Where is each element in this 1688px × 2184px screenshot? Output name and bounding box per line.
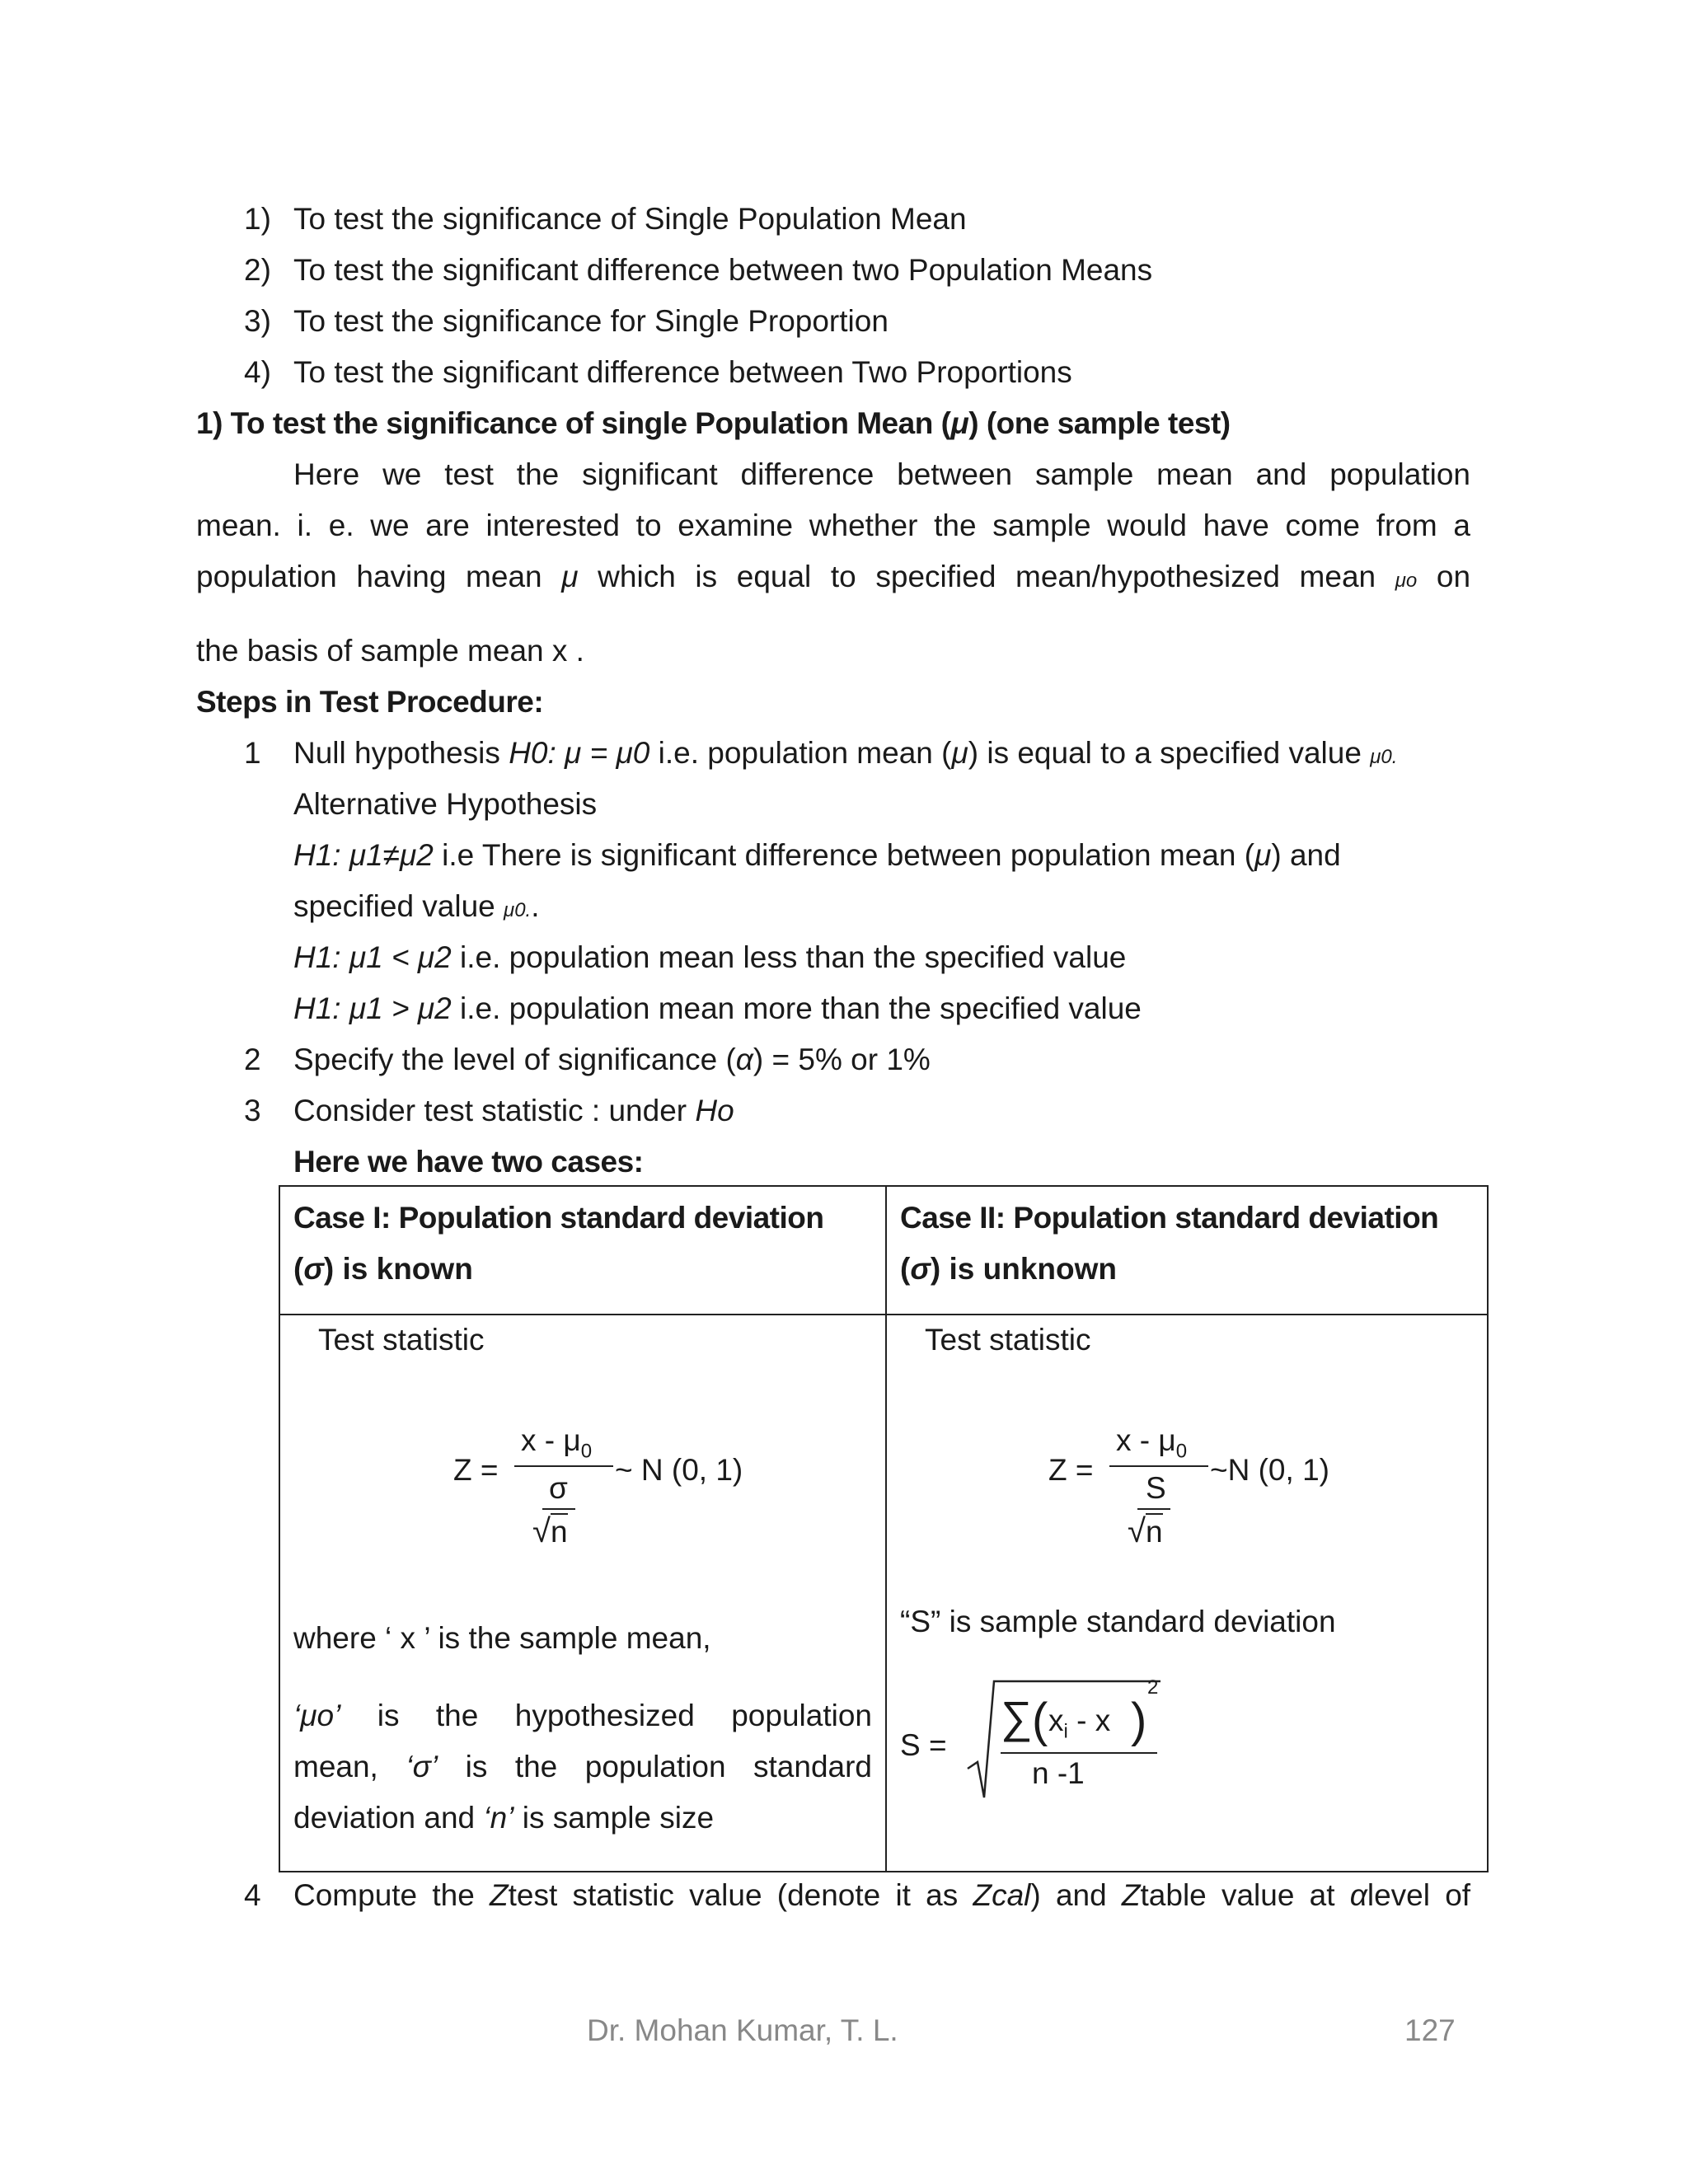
heading-text: 1) To test the significance of single Population Mean ( xyxy=(196,406,951,440)
formula-numerator xyxy=(1116,1422,1187,1469)
text: ) and xyxy=(1271,838,1341,872)
text: specified value xyxy=(293,889,495,923)
desc-line-1 xyxy=(293,1698,872,1734)
text: n xyxy=(1145,1515,1163,1549)
step-number: 4 xyxy=(244,1878,261,1912)
mu0-symbol: μo xyxy=(1395,569,1418,592)
h1-left-tailed xyxy=(293,940,1126,976)
h1-two-sided-cont xyxy=(293,888,540,929)
h0-symbol: Ho xyxy=(695,1094,734,1127)
mu-symbol: μ xyxy=(951,736,968,770)
subscript: i xyxy=(1063,1720,1068,1743)
sqrt-n xyxy=(1128,1513,1163,1550)
fraction-bar xyxy=(1001,1752,1157,1754)
formula-distribution: ~ N (0, 1) xyxy=(615,1453,743,1487)
text: is the population standard xyxy=(465,1750,873,1783)
text: Compute the xyxy=(293,1878,475,1912)
subscript: 0 xyxy=(580,1440,593,1463)
desc-line-3 xyxy=(293,1800,714,1836)
list-item xyxy=(244,201,271,237)
step-1-line xyxy=(293,735,1397,776)
list-item-text: To test the significance for Single Proportion xyxy=(293,304,889,338)
list-number: 2) xyxy=(244,253,271,287)
test-statistic-label: Test statistic xyxy=(318,1323,485,1357)
text: - x xyxy=(1067,1704,1111,1737)
text: ( xyxy=(293,1252,304,1286)
n-symbol: ‘n’ xyxy=(483,1801,514,1835)
text: population having mean xyxy=(196,560,542,593)
text: Consider test statistic : under xyxy=(293,1094,687,1127)
text: i.e. population mean less than the specified value xyxy=(460,940,1127,974)
list-item xyxy=(244,303,271,340)
subscript: 0 xyxy=(1175,1440,1188,1463)
fraction-bar xyxy=(1109,1465,1208,1467)
step-number: 3 xyxy=(244,1094,261,1127)
text: ) and xyxy=(1030,1878,1107,1912)
alpha-symbol: α xyxy=(735,1043,753,1076)
text: ) is equal to a specified value xyxy=(968,736,1362,770)
s-definition: “S” is sample standard deviation xyxy=(900,1605,1336,1638)
formula-sigma: σ xyxy=(549,1471,568,1505)
formula-z-label: Z = xyxy=(453,1453,499,1487)
case1-body-cell xyxy=(279,1315,886,1872)
h1-right-tailed xyxy=(293,991,1142,1027)
list-number: 1) xyxy=(244,202,271,236)
mu0-symbol: μ0. xyxy=(504,899,532,921)
list-item xyxy=(244,354,271,391)
z-symbol: Z xyxy=(1121,1878,1141,1912)
step-3-line xyxy=(293,1093,734,1129)
step-number: 1 xyxy=(244,736,261,770)
formula-numerator xyxy=(521,1422,592,1469)
text: x - μ xyxy=(1116,1423,1176,1457)
list-item xyxy=(244,252,271,288)
where-line: where ‘ x ’ is the sample mean, xyxy=(293,1621,711,1655)
test-statistic-label: Test statistic xyxy=(925,1323,1091,1357)
heading-text-end: ) (one sample test) xyxy=(968,406,1231,440)
list-item-text: To test the significant difference between Two Proportions xyxy=(293,355,1072,389)
formula-z-label: Z = xyxy=(1048,1453,1094,1487)
text: Null hypothesis xyxy=(293,736,500,770)
para-line-1: Here we test the significant difference between sample mean and population xyxy=(293,457,1470,491)
s-formula-denominator: n -1 xyxy=(1032,1756,1085,1790)
list-number: 3) xyxy=(244,304,271,338)
zcal-symbol: Zcal xyxy=(973,1878,1031,1912)
mu0-symbol: μ0. xyxy=(1370,746,1398,768)
formula-distribution: ~N (0, 1) xyxy=(1210,1453,1329,1487)
formula-s: S xyxy=(1146,1471,1166,1505)
text: i.e. population mean more than the specified value xyxy=(460,991,1142,1025)
text: ) = 5% or 1% xyxy=(753,1043,931,1076)
text: on xyxy=(1436,560,1471,593)
case2-title-line2 xyxy=(900,1251,1117,1287)
sigma-symbol: σ xyxy=(303,1252,324,1286)
mu-symbol: μ xyxy=(1254,838,1272,872)
text: . xyxy=(531,889,540,923)
para-line-3 xyxy=(196,559,1470,599)
text: is the hypothesized population xyxy=(377,1699,872,1732)
text: x - μ xyxy=(521,1423,581,1457)
case1-header-cell xyxy=(279,1186,886,1315)
mu-symbol: μ xyxy=(561,560,579,593)
sqrt-icon: √ xyxy=(1128,1513,1146,1549)
h1-two-sided xyxy=(293,837,1341,874)
text: ) is known xyxy=(323,1252,473,1286)
cases-table xyxy=(279,1185,1489,1872)
cases-heading: Here we have two cases: xyxy=(293,1145,644,1179)
para-line-2: mean. i. e. we are interested to examine whether the sample would have come from a xyxy=(196,509,1470,542)
text: ) is unknown xyxy=(930,1252,1117,1286)
step-4-line xyxy=(293,1877,1470,1914)
section-heading xyxy=(196,405,1231,442)
text: which is equal to specified mean/hypothesized mean xyxy=(598,560,1376,593)
sqrt-n xyxy=(532,1513,568,1550)
text: level of xyxy=(1367,1878,1471,1912)
text: mean, xyxy=(293,1750,378,1783)
case1-title-line1: Case I: Population standard deviation xyxy=(293,1201,824,1235)
s-formula-square: 2 xyxy=(1147,1676,1159,1699)
text: Specify the level of significance ( xyxy=(293,1043,736,1076)
sum-symbol: ∑ xyxy=(1001,1693,1033,1742)
text: i.e. population mean ( xyxy=(658,736,952,770)
case2-body-cell xyxy=(886,1315,1488,1872)
paren-close: ) xyxy=(1131,1694,1147,1747)
page-number: 127 xyxy=(1404,2013,1456,2047)
case2-header-cell xyxy=(886,1186,1488,1315)
text: i.e There is significant difference between population mean ( xyxy=(442,838,1255,872)
sqrt-icon: √ xyxy=(532,1513,551,1549)
s-formula-lhs: S = xyxy=(900,1728,947,1762)
case1-title-line2 xyxy=(293,1251,473,1287)
step-2-line xyxy=(293,1042,931,1078)
mu0-symbol: ‘μo’ xyxy=(293,1699,341,1732)
text: x xyxy=(1048,1704,1064,1737)
steps-heading: Steps in Test Procedure: xyxy=(196,685,544,719)
case2-title-line1: Case II: Population standard deviation xyxy=(900,1201,1439,1235)
paren-open: ( xyxy=(1032,1694,1048,1747)
text: n xyxy=(550,1515,568,1549)
desc-line-2 xyxy=(293,1749,872,1785)
mu-symbol: μ xyxy=(950,406,969,440)
z-symbol: Z xyxy=(490,1878,509,1912)
text: test statistic value (denote it as xyxy=(508,1878,959,1912)
sigma-symbol: σ xyxy=(910,1252,931,1286)
fraction-bar-small xyxy=(1137,1508,1170,1510)
text: table value at xyxy=(1140,1878,1335,1912)
list-number: 4) xyxy=(244,355,271,389)
footer-author: Dr. Mohan Kumar, T. L. xyxy=(587,2013,898,2047)
list-item-text: To test the significant difference between two Population Means xyxy=(293,253,1153,287)
h0-symbol: H0: μ = μ0 xyxy=(509,736,650,770)
text: deviation and xyxy=(293,1801,476,1835)
text: is sample size xyxy=(522,1801,715,1835)
fraction-bar xyxy=(514,1465,613,1467)
fraction-bar-small xyxy=(542,1508,575,1510)
s-formula-xi xyxy=(1048,1703,1110,1750)
h1-symbol: H1: μ1 < μ2 xyxy=(293,940,452,974)
sigma-symbol: ‘σ’ xyxy=(406,1750,438,1783)
alt-hypothesis-label: Alternative Hypothesis xyxy=(293,787,598,821)
para-line-4: the basis of sample mean x . xyxy=(196,634,584,668)
list-item-text: To test the significance of Single Population Mean xyxy=(293,202,967,236)
h1-symbol: H1: μ1 > μ2 xyxy=(293,991,452,1025)
text: ( xyxy=(900,1252,911,1286)
alpha-symbol: α xyxy=(1349,1878,1367,1912)
h1-symbol: H1: μ1≠μ2 xyxy=(293,838,434,872)
step-number: 2 xyxy=(244,1043,261,1076)
